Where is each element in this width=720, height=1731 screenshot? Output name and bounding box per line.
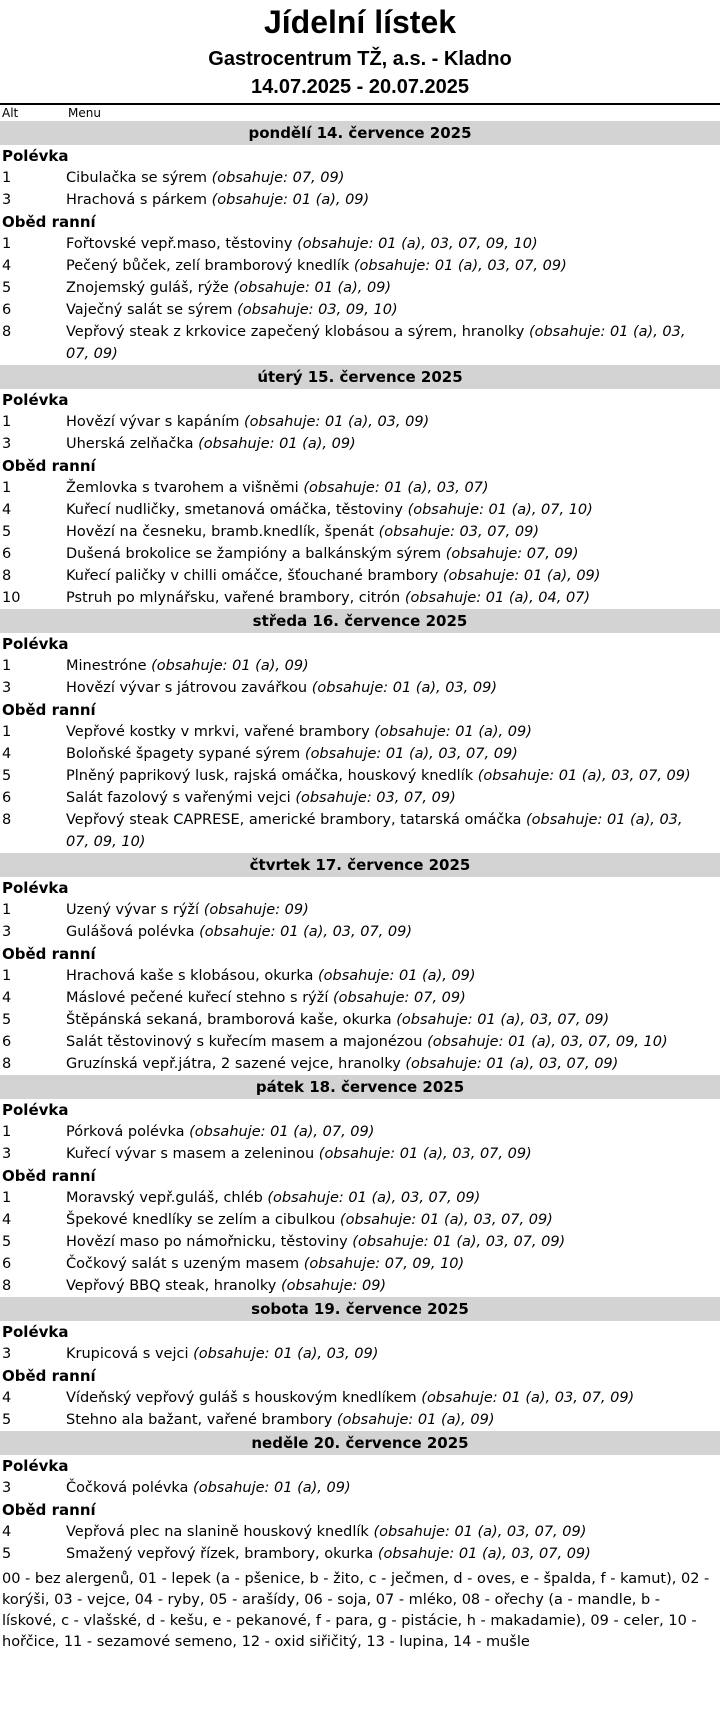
item-alt-number: 3 bbox=[2, 436, 12, 452]
item-allergens: (obsahuje: 01 (a), 03, 07, 09) bbox=[339, 1212, 553, 1228]
item-name: Hovězí na česneku, bramb.knedlík, špenát bbox=[66, 524, 374, 540]
category-heading: Oběd ranní bbox=[2, 1501, 96, 1519]
category-heading: Polévka bbox=[2, 879, 69, 897]
item-name: Máslové pečené kuřecí stehno s rýží bbox=[66, 990, 329, 1006]
menu-item bbox=[0, 1253, 720, 1275]
menu-item bbox=[0, 565, 720, 587]
item-allergens: (obsahuje: 01 (a), 09) bbox=[374, 724, 532, 740]
day-header: pátek 18. července 2025 bbox=[0, 1075, 720, 1099]
item-allergens: (obsahuje: 01 (a), 03, 07, 09) bbox=[352, 1234, 566, 1250]
item-allergens: (obsahuje: 01 (a), 03, 07, 09) bbox=[267, 1190, 481, 1206]
item-allergens: (obsahuje: 01 (a), 03, 07, 09, 10) bbox=[297, 236, 538, 252]
menu-item bbox=[0, 477, 720, 499]
item-name: Vepřový BBQ steak, hranolky bbox=[66, 1278, 277, 1294]
item-text bbox=[66, 543, 720, 565]
item-allergens: (obsahuje: 01 (a), 03, 07, 09) bbox=[396, 1012, 610, 1028]
date-range: 14.07.2025 - 20.07.2025 bbox=[251, 76, 469, 98]
category-heading: Oběd ranní bbox=[2, 701, 96, 719]
item-name: Štěpánská sekaná, bramborová kaše, okurka bbox=[66, 1012, 392, 1028]
category-heading: Polévka bbox=[2, 635, 69, 653]
menu-item bbox=[0, 1031, 720, 1053]
item-name: Vepřová plec na slanině houskový knedlík bbox=[66, 1524, 369, 1540]
item-allergens: (obsahuje: 01 (a), 09) bbox=[442, 568, 601, 584]
item-allergens: (obsahuje: 01 (a), 09) bbox=[151, 658, 309, 674]
item-alt-number: 5 bbox=[2, 280, 12, 296]
category-heading: Oběd ranní bbox=[2, 1367, 96, 1385]
item-text bbox=[66, 899, 720, 921]
item-name: Cibulačka se sýrem bbox=[66, 170, 207, 186]
page-header bbox=[0, 0, 720, 101]
item-alt-number: 3 bbox=[2, 1146, 12, 1162]
item-name: Špekové knedlíky se zelím a cibulkou bbox=[66, 1212, 336, 1228]
item-allergens: (obsahuje: 03, 07, 09) bbox=[378, 524, 540, 540]
item-alt-number: 3 bbox=[2, 924, 12, 940]
category-heading: Polévka bbox=[2, 1101, 69, 1119]
menu-item bbox=[0, 921, 720, 943]
item-allergens: (obsahuje: 09) bbox=[280, 1278, 387, 1294]
item-allergens: (obsahuje: 01 (a), 09) bbox=[317, 968, 476, 984]
item-allergens: (obsahuje: 03, 09, 10) bbox=[237, 302, 398, 318]
item-name: Minestróne bbox=[66, 658, 147, 674]
day-header: úterý 15. července 2025 bbox=[0, 365, 720, 389]
menu-item bbox=[0, 1409, 720, 1431]
item-alt-number: 6 bbox=[2, 1256, 12, 1272]
item-text bbox=[66, 255, 720, 277]
item-name: Žemlovka s tvarohem a višněmi bbox=[66, 480, 299, 496]
item-text bbox=[66, 1053, 720, 1075]
menu-item bbox=[0, 1275, 720, 1297]
item-allergens: (obsahuje: 09) bbox=[203, 902, 309, 918]
item-name: Gruzínská vepř.játra, 2 sazené vejce, hranolky bbox=[66, 1056, 401, 1072]
item-name: Gulášová polévka bbox=[66, 924, 195, 940]
menu-item bbox=[0, 899, 720, 921]
item-text bbox=[66, 765, 720, 787]
item-text bbox=[66, 809, 720, 853]
menu-item bbox=[0, 743, 720, 765]
menu-item bbox=[0, 277, 720, 299]
item-name: Hovězí vývar s kapáním bbox=[66, 414, 240, 430]
item-allergens: (obsahuje: 01 (a), 09) bbox=[211, 192, 370, 208]
item-alt-number: 4 bbox=[2, 990, 12, 1006]
category-heading: Oběd ranní bbox=[2, 457, 96, 475]
item-name: Uherská zelňačka bbox=[66, 436, 194, 452]
item-allergens: (obsahuje: 01 (a), 09) bbox=[233, 280, 392, 296]
item-alt-number: 3 bbox=[2, 1480, 12, 1496]
item-text bbox=[66, 167, 720, 189]
item-text bbox=[66, 987, 720, 1009]
item-text bbox=[66, 521, 720, 543]
item-text bbox=[66, 1409, 720, 1431]
category-heading: Polévka bbox=[2, 147, 69, 165]
item-allergens: (obsahuje: 01 (a), 03, 07, 09) bbox=[405, 1056, 619, 1072]
item-allergens: (obsahuje: 01 (a), 03, 07, 09) bbox=[421, 1390, 635, 1406]
item-text bbox=[66, 1477, 720, 1499]
category-heading: Polévka bbox=[2, 1457, 69, 1475]
item-alt-number: 1 bbox=[2, 1124, 12, 1140]
item-allergens: (obsahuje: 01 (a), 03, 07, 09, 10) bbox=[66, 812, 683, 850]
menu-item bbox=[0, 1343, 720, 1365]
item-text bbox=[66, 233, 720, 255]
item-alt-number: 8 bbox=[2, 1278, 12, 1294]
item-allergens: (obsahuje: 07, 09, 10) bbox=[303, 1256, 465, 1272]
item-name: Salát těstovinový s kuřecím masem a majonézou bbox=[66, 1034, 423, 1050]
item-text bbox=[66, 721, 720, 743]
menu-item bbox=[0, 987, 720, 1009]
item-name: Hrachová s párkem bbox=[66, 192, 207, 208]
item-allergens: (obsahuje: 01 (a), 09) bbox=[336, 1412, 495, 1428]
column-alt: Alt bbox=[2, 106, 19, 120]
menu-item bbox=[0, 1143, 720, 1165]
item-name: Hovězí vývar s játrovou zavářkou bbox=[66, 680, 308, 696]
menu-item bbox=[0, 1387, 720, 1409]
item-allergens: (obsahuje: 01 (a), 03, 07, 09) bbox=[66, 324, 686, 362]
item-text bbox=[66, 1343, 720, 1365]
item-text bbox=[66, 433, 720, 455]
item-text bbox=[66, 1387, 720, 1409]
item-text bbox=[66, 499, 720, 521]
item-alt-number: 1 bbox=[2, 968, 12, 984]
category-heading: Oběd ranní bbox=[2, 945, 96, 963]
item-name: Hrachová kaše s klobásou, okurka bbox=[66, 968, 314, 984]
item-alt-number: 1 bbox=[2, 1190, 12, 1206]
item-alt-number: 4 bbox=[2, 746, 12, 762]
item-alt-number: 3 bbox=[2, 680, 12, 696]
item-alt-number: 3 bbox=[2, 192, 12, 208]
item-name: Boloňské špagety sypané sýrem bbox=[66, 746, 301, 762]
item-name: Vepřový steak CAPRESE, americké brambory, tatarská omáčka bbox=[66, 812, 522, 828]
item-name: Uzený vývar s rýží bbox=[66, 902, 200, 918]
item-allergens: (obsahuje: 01 (a), 03, 07, 09) bbox=[318, 1146, 532, 1162]
item-name: Salát fazolový s vařenými vejci bbox=[66, 790, 291, 806]
item-allergens: (obsahuje: 07, 09) bbox=[211, 170, 345, 186]
item-alt-number: 1 bbox=[2, 724, 12, 740]
item-alt-number: 6 bbox=[2, 1034, 12, 1050]
menu-item bbox=[0, 965, 720, 987]
menu-item bbox=[0, 299, 720, 321]
restaurant-name: Gastrocentrum TŽ, a.s. - Kladno bbox=[208, 48, 512, 70]
menu-item bbox=[0, 189, 720, 211]
item-text bbox=[66, 1009, 720, 1031]
item-alt-number: 4 bbox=[2, 1390, 12, 1406]
item-text bbox=[66, 1187, 720, 1209]
menu-item bbox=[0, 1053, 720, 1075]
menu-item bbox=[0, 809, 720, 853]
item-name: Hovězí maso po námořnicku, těstoviny bbox=[66, 1234, 348, 1250]
menu-item bbox=[0, 1009, 720, 1031]
item-name: Stehno ala bažant, vařené brambory bbox=[66, 1412, 333, 1428]
menu-item bbox=[0, 543, 720, 565]
item-alt-number: 5 bbox=[2, 524, 12, 540]
menu-item bbox=[0, 1521, 720, 1543]
item-alt-number: 5 bbox=[2, 1012, 12, 1028]
column-header bbox=[0, 103, 720, 121]
item-name: Čočková polévka bbox=[66, 1480, 189, 1496]
item-name: Kuřecí nudličky, smetanová omáčka, těstoviny bbox=[66, 502, 403, 518]
item-allergens: (obsahuje: 01 (a), 09) bbox=[198, 436, 356, 452]
item-alt-number: 5 bbox=[2, 1412, 12, 1428]
menu-item bbox=[0, 167, 720, 189]
item-name: Čočkový salát s uzeným masem bbox=[66, 1256, 300, 1272]
menu-item bbox=[0, 1209, 720, 1231]
item-allergens: (obsahuje: 01 (a), 09) bbox=[193, 1480, 351, 1496]
category-heading: Oběd ranní bbox=[2, 1167, 96, 1185]
item-allergens: (obsahuje: 01 (a), 03, 09) bbox=[193, 1346, 379, 1362]
item-text bbox=[66, 1143, 720, 1165]
item-alt-number: 1 bbox=[2, 480, 12, 496]
item-allergens: (obsahuje: 01 (a), 04, 07) bbox=[404, 590, 591, 606]
day-header: sobota 19. července 2025 bbox=[0, 1297, 720, 1321]
menu-item bbox=[0, 721, 720, 743]
item-text bbox=[66, 787, 720, 809]
item-allergens: (obsahuje: 01 (a), 03, 07, 09, 10) bbox=[427, 1034, 668, 1050]
item-name: Pečený bůček, zelí bramborový knedlík bbox=[66, 258, 350, 274]
menu-item bbox=[0, 587, 720, 609]
item-name: Moravský vepř.guláš, chléb bbox=[66, 1190, 263, 1206]
menu-item bbox=[0, 1543, 720, 1565]
item-allergens: (obsahuje: 07, 09) bbox=[333, 990, 466, 1006]
item-name: Dušená brokolice se žampióny a balkánským sýrem bbox=[66, 546, 442, 562]
item-allergens: (obsahuje: 03, 07, 09) bbox=[295, 790, 456, 806]
day-header: pondělí 14. července 2025 bbox=[0, 121, 720, 145]
menu-item bbox=[0, 677, 720, 699]
item-allergens: (obsahuje: 01 (a), 03, 07, 09) bbox=[373, 1524, 587, 1540]
item-allergens: (obsahuje: 01 (a), 07, 10) bbox=[407, 502, 593, 518]
menu-item bbox=[0, 765, 720, 787]
item-alt-number: 5 bbox=[2, 1234, 12, 1250]
item-text bbox=[66, 587, 720, 609]
menu-item bbox=[0, 1231, 720, 1253]
item-text bbox=[66, 1121, 720, 1143]
item-alt-number: 6 bbox=[2, 790, 12, 806]
item-text bbox=[66, 677, 720, 699]
category-heading: Polévka bbox=[2, 1323, 69, 1341]
item-name: Pórková polévka bbox=[66, 1124, 185, 1140]
item-name: Kuřecí vývar s masem a zeleninou bbox=[66, 1146, 315, 1162]
menu-item bbox=[0, 433, 720, 455]
item-alt-number: 1 bbox=[2, 414, 12, 430]
day-header: středa 16. července 2025 bbox=[0, 609, 720, 633]
item-text bbox=[66, 411, 720, 433]
item-alt-number: 4 bbox=[2, 502, 12, 518]
item-allergens: (obsahuje: 01 (a), 03, 09) bbox=[243, 414, 430, 430]
item-text bbox=[66, 1275, 720, 1297]
item-text bbox=[66, 1209, 720, 1231]
item-alt-number: 10 bbox=[2, 590, 21, 606]
item-name: Fořtovské vepř.maso, těstoviny bbox=[66, 236, 293, 252]
item-text bbox=[66, 565, 720, 587]
menu-item bbox=[0, 1121, 720, 1143]
menu-item bbox=[0, 499, 720, 521]
item-name: Pstruh po mlynářsku, vařené brambory, citrón bbox=[66, 590, 401, 606]
menu-item bbox=[0, 1477, 720, 1499]
item-alt-number: 8 bbox=[2, 812, 12, 828]
item-alt-number: 4 bbox=[2, 258, 12, 274]
menu-item bbox=[0, 1187, 720, 1209]
item-name: Vepřové kostky v mrkvi, vařené brambory bbox=[66, 724, 370, 740]
day-header: neděle 20. července 2025 bbox=[0, 1431, 720, 1455]
item-name: Kuřecí paličky v chilli omáčce, šťouchané brambory bbox=[66, 568, 439, 584]
item-alt-number: 8 bbox=[2, 568, 12, 584]
item-allergens: (obsahuje: 01 (a), 03, 07, 09) bbox=[304, 746, 518, 762]
item-allergens: (obsahuje: 01 (a), 03, 07, 09) bbox=[477, 768, 691, 784]
item-alt-number: 8 bbox=[2, 1056, 12, 1072]
day-header: čtvrtek 17. července 2025 bbox=[0, 853, 720, 877]
item-alt-number: 5 bbox=[2, 1546, 12, 1562]
item-alt-number: 1 bbox=[2, 236, 12, 252]
item-allergens: (obsahuje: 01 (a), 03, 07, 09) bbox=[353, 258, 567, 274]
item-text bbox=[66, 189, 720, 211]
menu-item bbox=[0, 411, 720, 433]
item-text bbox=[66, 743, 720, 765]
category-heading: Oběd ranní bbox=[2, 213, 96, 231]
item-text bbox=[66, 1231, 720, 1253]
item-name: Vaječný salát se sýrem bbox=[66, 302, 233, 318]
item-allergens: (obsahuje: 01 (a), 03, 09) bbox=[311, 680, 497, 696]
item-text bbox=[66, 277, 720, 299]
item-alt-number: 4 bbox=[2, 1212, 12, 1228]
menu-item bbox=[0, 521, 720, 543]
item-text bbox=[66, 477, 720, 499]
item-alt-number: 3 bbox=[2, 1346, 12, 1362]
item-allergens: (obsahuje: 01 (a), 03, 07) bbox=[303, 480, 489, 496]
item-name: Plněný paprikový lusk, rajská omáčka, houskový knedlík bbox=[66, 768, 474, 784]
menu-item bbox=[0, 655, 720, 677]
item-alt-number: 1 bbox=[2, 170, 12, 186]
item-text bbox=[66, 1031, 720, 1053]
item-text bbox=[66, 1253, 720, 1275]
item-alt-number: 6 bbox=[2, 546, 12, 562]
item-text bbox=[66, 299, 720, 321]
item-allergens: (obsahuje: 01 (a), 03, 07, 09) bbox=[377, 1546, 591, 1562]
item-alt-number: 1 bbox=[2, 658, 12, 674]
item-name: Vepřový steak z krkovice zapečený klobásou a sýrem, hranolky bbox=[66, 324, 525, 340]
page-title: Jídelní lístek bbox=[263, 4, 457, 40]
menu-item bbox=[0, 787, 720, 809]
item-text bbox=[66, 321, 720, 365]
item-text bbox=[66, 655, 720, 677]
item-alt-number: 8 bbox=[2, 324, 12, 340]
allergen-legend: 00 - bez alergenů, 01 - lepek (a - pšenice, b - žito, c - ječmen, d - oves, e - špalda, f - kamut), 02 - korýši, 03 - vejce, 04 - ryby, 05 - arašídy, 06 - soja, 07 - mléko, 08 - ořechy (a - mandle, b - lískové, c - vlašské, d - kešu, e - pekanové, f - para, g - pistácie, h - makadamie), 09 - celer, 10 - hořčice, 11 - sezamové semeno, 12 - oxid siřičitý, 13 - lupina, 14 - mušle bbox=[2, 1571, 710, 1650]
item-alt-number: 1 bbox=[2, 902, 12, 918]
item-text bbox=[66, 1543, 720, 1565]
item-allergens: (obsahuje: 01 (a), 07, 09) bbox=[189, 1124, 375, 1140]
item-text bbox=[66, 965, 720, 987]
item-name: Znojemský guláš, rýže bbox=[66, 280, 229, 296]
menu-item bbox=[0, 233, 720, 255]
menu-item bbox=[0, 255, 720, 277]
item-allergens: (obsahuje: 01 (a), 03, 07, 09) bbox=[199, 924, 413, 940]
item-text bbox=[66, 1521, 720, 1543]
item-name: Vídeňský vepřový guláš s houskovým knedlíkem bbox=[66, 1390, 417, 1406]
days-list bbox=[0, 121, 720, 1565]
column-menu: Menu bbox=[68, 106, 101, 120]
item-alt-number: 4 bbox=[2, 1524, 12, 1540]
item-allergens: (obsahuje: 07, 09) bbox=[445, 546, 579, 562]
category-heading: Polévka bbox=[2, 391, 69, 409]
item-name: Krupicová s vejci bbox=[66, 1346, 189, 1362]
item-text bbox=[66, 921, 720, 943]
item-alt-number: 5 bbox=[2, 768, 12, 784]
menu-item bbox=[0, 321, 720, 365]
item-alt-number: 6 bbox=[2, 302, 12, 318]
item-name: Smažený vepřový řízek, brambory, okurka bbox=[66, 1546, 374, 1562]
